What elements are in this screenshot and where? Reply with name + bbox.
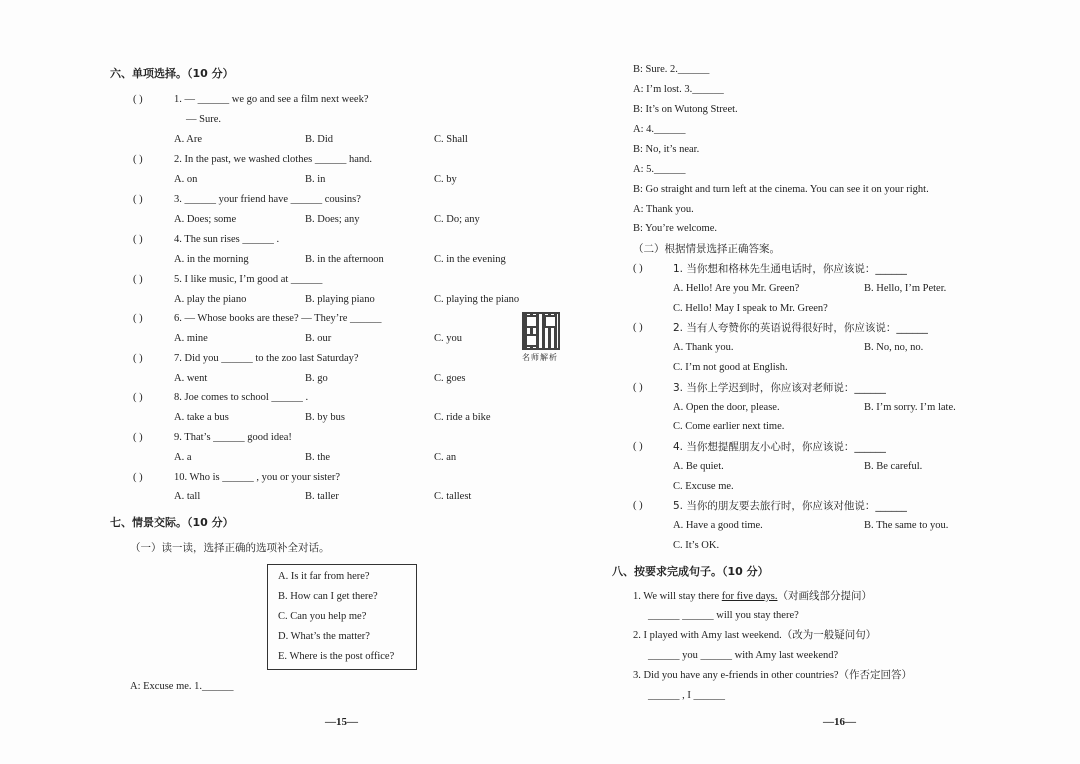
box-option: E. Where is the post office? <box>278 651 395 662</box>
question-stem: 2. In the past, we washed clothes ______ hand. <box>174 154 372 165</box>
option-b: B. in <box>305 174 326 185</box>
option-c: C. in the evening <box>434 254 506 265</box>
answer-paren[interactable]: ( ) <box>633 441 643 452</box>
option-c: C. Come earlier next time. <box>673 421 785 432</box>
option-a: A. Open the door, please. <box>673 402 780 413</box>
answer-paren[interactable]: ( ) <box>133 194 143 205</box>
option-b: B. I’m sorry. I’m late. <box>864 402 956 413</box>
question-stem: 1. — ______ we go and see a film next week? <box>174 94 369 105</box>
answer-paren[interactable]: ( ) <box>133 392 143 403</box>
dialog-line: A: Excuse me. 1.______ <box>130 681 234 692</box>
dialog-line: A: 5.______ <box>633 164 686 175</box>
answer-paren[interactable]: ( ) <box>133 94 143 105</box>
page-number-right: —16— <box>823 716 856 728</box>
section-7-subtitle: （一）读一读，选择正确的选项补全对话。 <box>130 542 330 554</box>
option-b: B. go <box>305 373 328 384</box>
option-c: C. you <box>434 333 463 344</box>
dialog-line: A: I’m lost. 3.______ <box>633 84 724 95</box>
answer-paren[interactable]: ( ) <box>133 313 143 324</box>
underlined-phrase: for five days. <box>721 591 778 602</box>
box-option: B. How can I get there? <box>278 591 378 602</box>
option-c: C. Do; any <box>434 214 480 225</box>
option-a: A. Thank you. <box>673 342 734 353</box>
sentence-task <box>633 589 872 604</box>
sentence-task: 3. Did you have any e-friends in other countries?（作否定回答） <box>633 670 913 681</box>
option-a: A. mine <box>174 333 208 344</box>
option-a: A. Are <box>174 134 202 145</box>
box-option: A. Is it far from here? <box>278 571 370 582</box>
answer-paren[interactable]: ( ) <box>633 263 643 274</box>
question-stem: 4. The sun rises ______ . <box>174 234 280 245</box>
option-a: A. Does; some <box>174 214 237 225</box>
section-7-title: 七、情景交际。（10 分） <box>110 516 234 529</box>
box-option: C. Can you help me? <box>278 611 367 622</box>
option-c: C. an <box>434 452 457 463</box>
section-8-title: 八、按要求完成句子。（10 分） <box>612 565 769 578</box>
option-a: A. went <box>174 373 208 384</box>
sub2-title: （二）根据情景选择正确答案。 <box>633 243 780 255</box>
dialog-line: A: 4.______ <box>633 124 686 135</box>
option-c: C. I’m not good at English. <box>673 362 788 373</box>
option-a: A. take a bus <box>174 412 229 423</box>
option-b: B. by bus <box>305 412 345 423</box>
option-c: C. Shall <box>434 134 468 145</box>
dialog-line: B: You’re welcome. <box>633 223 717 234</box>
answer-paren[interactable]: ( ) <box>633 382 643 393</box>
option-b: B. Hello, I’m Peter. <box>864 283 947 294</box>
option-a: A. on <box>174 174 198 185</box>
option-c: C. goes <box>434 373 466 384</box>
answer-paren[interactable]: ( ) <box>633 500 643 511</box>
option-b: B. No, no, no. <box>864 342 924 353</box>
question-stem: 1. 当你想和格林先生通电话时，你应该说：______ <box>673 263 907 275</box>
option-c: C. by <box>434 174 457 185</box>
option-c: C. Excuse me. <box>673 481 734 492</box>
dialog-line: B: It’s on Wutong Street. <box>633 104 738 115</box>
option-b: B. playing piano <box>305 294 375 305</box>
sentence-instruction: （对画线部分提问） <box>777 590 872 602</box>
option-b: B. Be careful. <box>864 461 923 472</box>
option-a: A. Have a good time. <box>673 520 763 531</box>
answer-line[interactable]: ______ , I ______ <box>648 690 725 701</box>
option-c: C. Hello! May I speak to Mr. Green? <box>673 303 828 314</box>
question-stem: 8. Joe comes to school ______ . <box>174 392 309 403</box>
option-a: A. a <box>174 452 192 463</box>
dialog-line: B: Sure. 2.______ <box>633 64 710 75</box>
qr-code-icon[interactable] <box>522 312 560 350</box>
question-stem: 3. ______ your friend have ______ cousins? <box>174 194 361 205</box>
answer-paren[interactable]: ( ) <box>133 274 143 285</box>
option-b: B. in the afternoon <box>305 254 384 265</box>
answer-paren[interactable]: ( ) <box>133 472 143 483</box>
page-number-left: —15— <box>325 716 358 728</box>
answer-line[interactable]: ______ ______ will you stay there? <box>648 610 799 621</box>
answer-paren[interactable]: ( ) <box>133 154 143 165</box>
sentence-task: 2. I played with Amy last weekend.（改为一般疑问句） <box>633 630 877 641</box>
dialog-line: B: Go straight and turn left at the cinema. You can see it on your right. <box>633 184 929 195</box>
options-box <box>267 564 417 670</box>
option-b: B. our <box>305 333 332 344</box>
answer-paren[interactable]: ( ) <box>133 353 143 364</box>
option-b: B. Did <box>305 134 334 145</box>
answer-paren[interactable]: ( ) <box>633 322 643 333</box>
question-stem: 9. That’s ______ good idea! <box>174 432 292 443</box>
question-stem: 6. — Whose books are these? — They’re ______ <box>174 313 382 324</box>
option-a: A. tall <box>174 491 201 502</box>
option-c: C. ride a bike <box>434 412 491 423</box>
question-reply: — Sure. <box>186 114 221 125</box>
dialog-line: B: No, it’s near. <box>633 144 700 155</box>
option-a: A. in the morning <box>174 254 249 265</box>
option-a: A. play the piano <box>174 294 247 305</box>
question-stem: 4. 当你想提醒朋友小心时，你应该说：______ <box>673 441 886 453</box>
sentence-text: 1. We will stay there <box>633 591 722 602</box>
option-c: C. It’s OK. <box>673 540 720 551</box>
option-a: A. Be quiet. <box>673 461 724 472</box>
answer-paren[interactable]: ( ) <box>133 432 143 443</box>
answer-line[interactable]: ______ you ______ with Amy last weekend? <box>648 650 839 661</box>
question-stem: 10. Who is ______ , you or your sister? <box>174 472 341 483</box>
option-b: B. Does; any <box>305 214 360 225</box>
option-b: B. The same to you. <box>864 520 949 531</box>
option-c: C. playing the piano <box>434 294 520 305</box>
box-option: D. What’s the matter? <box>278 631 370 642</box>
question-stem: 5. I like music, I’m good at ______ <box>174 274 323 285</box>
question-stem: 2. 当有人夸赞你的英语说得很好时，你应该说：______ <box>673 322 928 334</box>
question-stem: 7. Did you ______ to the zoo last Saturday? <box>174 353 359 364</box>
answer-paren[interactable]: ( ) <box>133 234 143 245</box>
question-stem: 5. 当你的朋友要去旅行时，你应该对他说：______ <box>673 500 907 512</box>
option-b: B. taller <box>305 491 339 502</box>
section-6-title: 六、单项选择。（10 分） <box>110 67 234 80</box>
option-b: B. the <box>305 452 331 463</box>
option-a: A. Hello! Are you Mr. Green? <box>673 283 800 294</box>
question-stem: 3. 当你上学迟到时，你应该对老师说：______ <box>673 382 886 394</box>
qr-label: 名师解析 <box>522 353 558 362</box>
option-c: C. tallest <box>434 491 472 502</box>
dialog-line: A: Thank you. <box>633 204 694 215</box>
